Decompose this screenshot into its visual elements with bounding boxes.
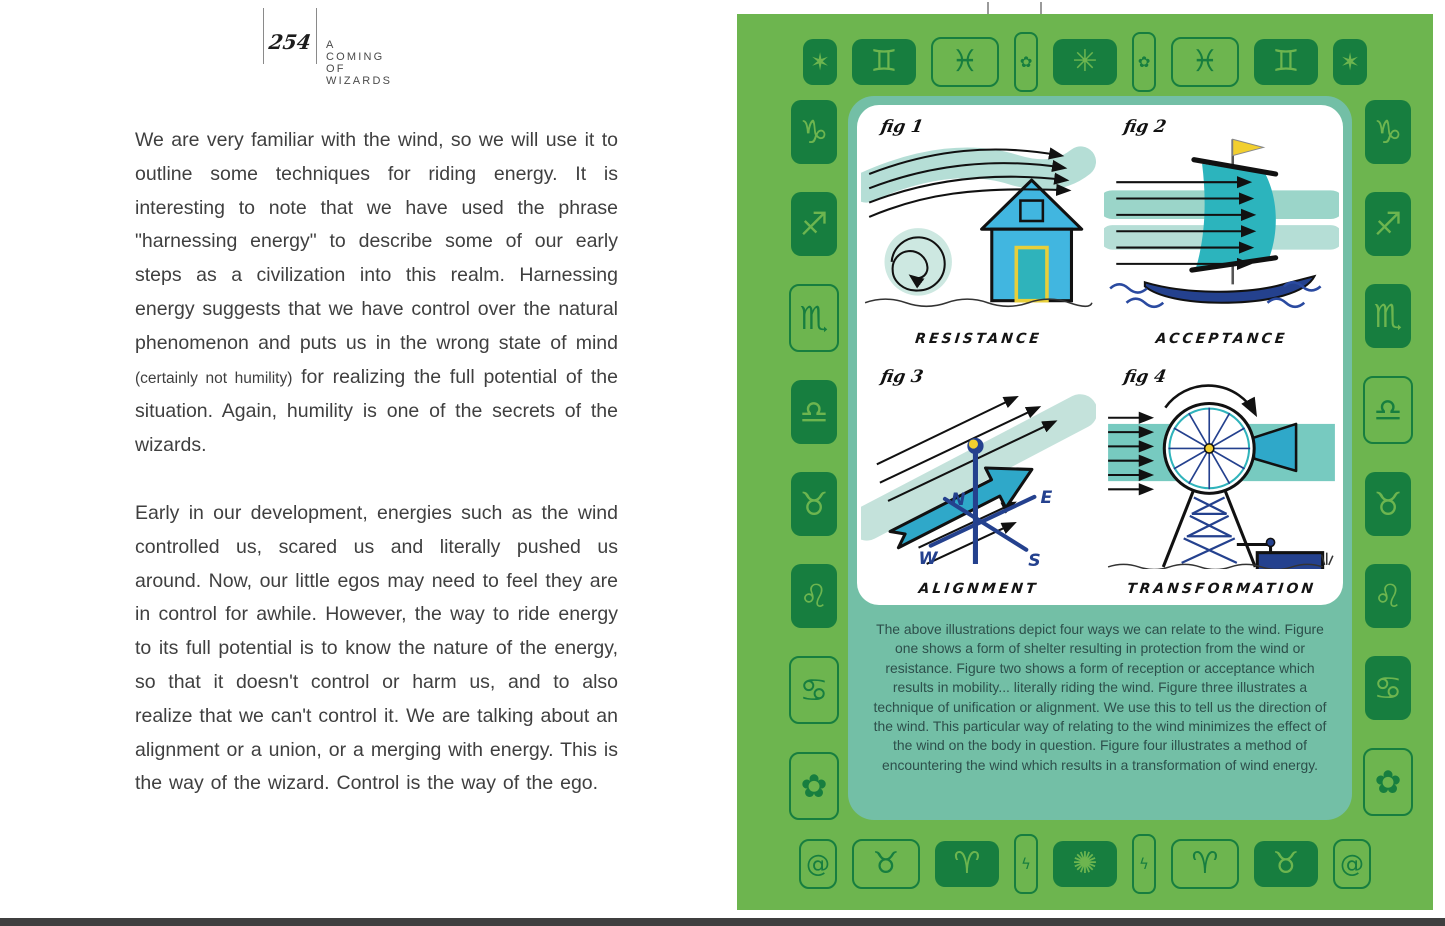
ox-head-icon-glyph: ♉ [1373, 485, 1403, 523]
paragraph-1-parenthetical: (certainly not humility) [135, 369, 293, 387]
illustration-plate [737, 14, 1433, 910]
star-icon [1333, 39, 1367, 85]
flowering-vine-icon-glyph: ✿ [1374, 763, 1402, 801]
radiant-man-icon [1053, 841, 1117, 887]
border-icon-row-bottom [775, 834, 1395, 894]
resistance-illustration [861, 131, 1096, 311]
figure-alignment [857, 355, 1100, 605]
ox-head-icon [1365, 472, 1411, 536]
acceptance-illustration [1104, 131, 1339, 311]
fig4-label: fig 4 [1122, 367, 1168, 387]
fig3-caption: ALIGNMENT [917, 581, 1040, 597]
sagittarius-archer-icon [1365, 192, 1411, 256]
scorpion-icon [789, 284, 839, 352]
gemini-twins-icon [1254, 39, 1318, 85]
fig3-label: fig 3 [879, 367, 925, 387]
plate-caption: The above illustrations depict four ways we can relate to the wind. Figure one shows a form of shelter resulting in protection from the wind or resistance. Figure two shows a form of reception or acceptance which results in mobility... literally riding the wind. Figure three illustrates a technique of unification or alignment. We use this to tell us the direction of the wind. This particular way of relating to the wind minimizes the effect of the wind on the body in question. Figure four illustrates a method of encountering the wind which results in a transformation of wind energy. [873, 621, 1327, 773]
fig2-label: fig 2 [1122, 117, 1168, 137]
lizard-icon-glyph: @ [1340, 850, 1364, 878]
pisces-fish-icon [931, 37, 999, 87]
book-title: A COMING OF WIZARDS [326, 39, 393, 87]
sagittarius-archer-icon [791, 192, 837, 256]
figure-resistance [857, 105, 1100, 355]
vitruvian-man-icon [1053, 39, 1117, 85]
lion-mane-icon [1365, 564, 1411, 628]
curled-beast-icon-glyph: ♋ [799, 671, 829, 709]
libra-scales-icon-glyph: ♎ [1373, 391, 1403, 429]
libra-scales-icon [1363, 376, 1413, 444]
rose-icon-glyph: ✿ [1137, 52, 1151, 71]
lion-mane-icon-glyph: ♌ [1373, 577, 1403, 615]
border-icon-column-left [789, 100, 839, 820]
lion-mane-icon [791, 564, 837, 628]
border-icon-row-top [775, 32, 1395, 92]
curled-beast-icon [789, 656, 839, 724]
fig4-caption: TRANSFORMATION [1126, 581, 1317, 597]
bottom-bar [0, 918, 1445, 926]
libra-scales-icon-glyph: ♎ [799, 393, 829, 431]
radiant-man-icon-glyph: ✺ [1072, 846, 1098, 881]
gemini-twins-icon-glyph: ♊ [1272, 44, 1300, 79]
paragraph-2: Early in our development, energies such as the wind controlled us, scared us and literally pushed us around. Now, our little egos may need to feel they are in control for awhile. However, the way to ride energy to its full potential is to know the nature of the energy, so that it doesn't control or harm us, and to also realize that we can't control it. We are talking about an alignment or a union, or a merging with energy. This is the way of the wizard. Control is the way of the ego. [135, 501, 618, 795]
flowering-vine-icon-glyph: ✿ [800, 767, 828, 805]
scorpion-icon [1365, 284, 1411, 348]
taurus-bull-head-icon-glyph: ♉ [1272, 846, 1300, 881]
capricorn-goat-icon-glyph: ♑ [1373, 113, 1403, 151]
compass-n: N [951, 490, 966, 511]
figure-panel [857, 105, 1343, 605]
alignment-illustration [861, 381, 1096, 566]
paragraph-1 [135, 124, 618, 463]
capricorn-goat-icon-glyph: ♑ [799, 113, 829, 151]
sagittarius-archer-icon-glyph: ♐ [1373, 205, 1403, 243]
fig1-caption: RESISTANCE [914, 331, 1043, 347]
pisces-fish-icon [1171, 37, 1239, 87]
star-icon-glyph: ✶ [1339, 48, 1361, 76]
taurus-bull-head-icon [852, 839, 920, 889]
star-icon-glyph: ✶ [809, 48, 831, 76]
gemini-twins-icon-glyph: ♊ [870, 44, 898, 79]
aries-ram-icon-glyph: ♈ [1191, 846, 1219, 881]
body-text [135, 124, 618, 835]
fig1-label: fig 1 [879, 117, 925, 137]
aries-ram-icon [935, 841, 999, 887]
paragraph-1-lead: We are very familiar with the wind, so we will use it to outline some techniques for riding energy. It is interesting to note that we have used the phrase "harnessing energy" to describe some of our early steps as a civilization into this realm. Harnessing energy suggests that we have control over the natural phenomenon and puts us in the wrong state of mind [135, 129, 618, 354]
vitruvian-man-icon-glyph: ✳ [1072, 44, 1098, 79]
capricorn-goat-icon [1365, 100, 1411, 164]
border-icon-column-right [1363, 100, 1413, 816]
curled-beast-icon [1365, 656, 1411, 720]
flowering-vine-icon [1363, 748, 1413, 816]
lion-mane-icon-glyph: ♌ [799, 577, 829, 615]
lightning-icon-glyph: ϟ [1021, 854, 1031, 873]
compass-s: S [1028, 551, 1041, 566]
figure-transformation [1100, 355, 1343, 605]
figure-grid [857, 105, 1343, 605]
lightning-icon [1132, 834, 1156, 894]
pisces-fish-icon-glyph: ♓ [951, 44, 979, 79]
taurus-bull-head-icon [1254, 841, 1318, 887]
lightning-icon-glyph: ϟ [1139, 854, 1149, 873]
page-number: 254 [267, 30, 313, 54]
ox-head-icon [791, 472, 837, 536]
lizard-icon [1333, 839, 1371, 889]
taurus-bull-head-icon-glyph: ♉ [872, 846, 900, 881]
rose-icon-glyph: ✿ [1019, 52, 1033, 71]
star-icon [803, 39, 837, 85]
lizard-icon [799, 839, 837, 889]
ox-head-icon-glyph: ♉ [799, 485, 829, 523]
rose-icon [1014, 32, 1038, 92]
aries-ram-icon [1171, 839, 1239, 889]
header-rule [263, 8, 264, 64]
lizard-icon-glyph: @ [806, 850, 830, 878]
curled-beast-icon-glyph: ♋ [1373, 669, 1403, 707]
fig2-caption: ACCEPTANCE [1154, 331, 1289, 347]
transformation-illustration [1104, 381, 1339, 569]
header-rule [316, 8, 317, 64]
rose-icon [1132, 32, 1156, 92]
compass-w: W [918, 548, 938, 566]
figure-acceptance [1100, 105, 1343, 355]
pisces-fish-icon-glyph: ♓ [1191, 44, 1219, 79]
compass-e: E [1040, 487, 1053, 508]
aries-ram-icon-glyph: ♈ [953, 846, 981, 881]
gemini-twins-icon [852, 39, 916, 85]
flowering-vine-icon [789, 752, 839, 820]
sagittarius-archer-icon-glyph: ♐ [799, 205, 829, 243]
figure-card [848, 96, 1352, 820]
libra-scales-icon [791, 380, 837, 444]
lightning-icon [1014, 834, 1038, 894]
paragraph-1-tail: for realizing the full potential of the situation. Again, humility is one of the secrets of the wizards. [135, 365, 618, 457]
capricorn-goat-icon [791, 100, 837, 164]
scorpion-icon-glyph: ♏ [1373, 297, 1403, 335]
scorpion-icon-glyph: ♏ [799, 299, 829, 337]
